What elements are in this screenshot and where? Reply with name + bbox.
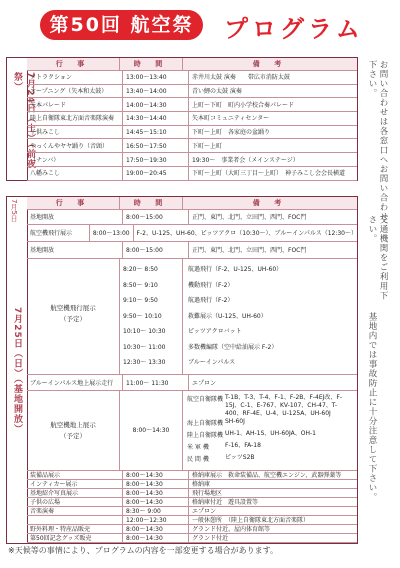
footer-note: ※天候等の事情により、プログラムの内容を一部変更する場合があります。	[8, 546, 278, 555]
row-time: 8:00〜14:30	[123, 479, 189, 488]
row-note: 下町〜上町 各家庭の盆踊り	[192, 129, 271, 137]
flight-item: ピッツアクロバット	[188, 328, 242, 335]
table-row	[27, 111, 357, 126]
day2-top-label: 7月5日	[10, 199, 18, 222]
flight-demo-subtitle: （予定）	[60, 315, 86, 323]
flight-demo-times	[120, 258, 183, 374]
day2-section	[6, 196, 358, 544]
row-note: 下町〜上町（大町三丁目〜上町） 神子みこし会会長横道	[192, 170, 346, 178]
row-time: 19:00〜20:45	[123, 166, 189, 180]
table-row	[27, 70, 357, 85]
ground-category: 海上自衛隊機	[187, 420, 224, 427]
day2-label: 7月25日（日）（基地開放）	[12, 307, 22, 435]
ground-display-subtitle: （予定）	[60, 432, 86, 440]
row-time: 8:00〜14:30	[123, 470, 189, 479]
row-note: グランド付近	[192, 535, 229, 542]
day1-label-column	[7, 58, 35, 180]
flight-demo-title: 航空機飛行展示	[50, 304, 96, 312]
flight-demo-block	[27, 258, 357, 375]
table-row	[27, 152, 357, 167]
flight-item: ブルーインパルス	[188, 359, 236, 366]
row-time: 8:00〜14:30	[123, 497, 189, 506]
day2-label-column	[7, 197, 28, 543]
row-event: 子供の広場	[27, 497, 123, 506]
flight-item: 機動飛行（F-2）	[188, 281, 234, 289]
table-row	[27, 125, 357, 140]
row-event: 航空機飛行展示	[27, 224, 90, 241]
row-note: 19:30〜 事業者会（メインステージ）	[192, 156, 299, 164]
flight-time: 9:50〜 10:10	[123, 312, 162, 320]
ground-display-block	[27, 390, 357, 471]
flight-time: 10:10〜 10:30	[123, 328, 166, 335]
flight-demo-notes	[185, 258, 357, 374]
row-event: オープニング（矢本和太鼓）	[27, 84, 123, 98]
row-time: 14:00〜14:30	[123, 97, 189, 111]
row-time: 14:45〜15:10	[123, 125, 189, 139]
page-header	[0, 0, 400, 48]
row-note: 正門、東門、北門、立田門、西門、FOC門	[192, 247, 307, 254]
ground-display-time: 8:00〜14:30	[132, 427, 170, 434]
row-time: 8:00〜14:30	[123, 488, 189, 497]
row-time: 8:00〜13:00	[90, 224, 134, 241]
col-time: 時 間	[120, 58, 183, 70]
row-time: 14:30〜14:40	[123, 111, 189, 125]
table-row	[27, 166, 357, 181]
side-note-a: お問い合わせは各窓口へお問い合わせ下さい。	[367, 60, 388, 222]
flight-time: 8:50〜 9:10	[123, 281, 158, 289]
row-note: 格納庫付近 遊具設置等	[192, 499, 259, 506]
side-note-b: 交通機関をご利用下さい。	[367, 215, 388, 301]
flight-time: 10:30〜 11:00	[123, 343, 166, 351]
ground-category: 航空自衛隊機	[187, 396, 224, 403]
flight-item: 航過飛行（F-2）	[188, 297, 234, 304]
ground-aircraft-list: ピッツS2B	[225, 454, 255, 461]
ground-aircraft-list: SH-60J	[225, 418, 245, 425]
flight-item: 航過飛行（F-2、U-125、UH-60）	[188, 266, 283, 273]
flight-item: 多数機編隊（空中給油展示 F-2）	[188, 343, 278, 351]
blue-impulse-ground-row	[27, 374, 357, 391]
flight-item: 救難展示（U-125、UH-60）	[188, 312, 267, 320]
row-time: 8:00〜15:00	[123, 241, 189, 258]
row-event: 陸上自衛隊東北方面音楽隊演奏	[27, 111, 123, 125]
day1-section	[6, 57, 358, 181]
col-time: 時 間	[120, 197, 183, 209]
table-row	[27, 97, 357, 112]
row-note: 正門、東門、北門、立田門、西門、FOC門	[192, 214, 307, 221]
blue-time: 11:00〜 11:30	[123, 374, 189, 390]
row-event: （ナンバ）	[27, 152, 123, 166]
row-time: 17:50〜19:30	[123, 152, 189, 166]
row-note: 一般休憩所 （陸上自衛隊東北方面音楽隊）	[192, 517, 310, 524]
col-event: 行 事	[27, 58, 120, 70]
blue-event: ブルーインパルス地上展示走行	[27, 374, 123, 390]
ground-display-event-cell	[27, 390, 120, 470]
row-time: 13:00〜13:40	[123, 70, 189, 84]
page-title: プログラム	[224, 15, 364, 43]
ground-display-title: 航空機地上展示	[50, 421, 96, 429]
row-note: グランド付近、屋内体育館等	[192, 526, 271, 533]
flight-demo-event-cell	[27, 258, 120, 374]
row-time: 8:30〜 9:00	[123, 506, 189, 515]
ground-display-items	[185, 390, 357, 470]
row-time: 13:40〜14:00	[123, 84, 189, 98]
ground-aircraft-list: F-16、FA-18	[225, 442, 261, 449]
row-time: 12:00〜12:30	[123, 515, 189, 524]
table-row	[27, 139, 357, 154]
table-row	[27, 224, 357, 242]
table-row	[27, 209, 357, 225]
row-event: 基地紹介写真展示	[27, 488, 123, 497]
event-badge: 第50回 航空祭	[40, 10, 203, 40]
row-time: 16:50〜17:50	[123, 139, 189, 153]
row-event: アトラクション	[27, 70, 123, 84]
side-note-c: 基地内では事故防止に十分注意して下さい。	[367, 312, 377, 502]
flight-time: 12:30〜 13:30	[123, 359, 166, 366]
ground-display-time-cell	[120, 390, 183, 470]
blue-note: エプロン	[192, 379, 217, 387]
row-event: 音楽演奏	[27, 506, 123, 515]
ground-aircraft-list: T-1B、T-3、T-4、F-1、F-2B、F-4EJ改、F-15J、C-1、E-767、KV-107、CH-47、T-400、RF-4E、U-4、U-125A、UH-60J	[225, 394, 343, 417]
col-note: 備 考	[252, 60, 288, 68]
row-note: 飛行場地区	[192, 490, 223, 497]
row-note: 青い鯉の太鼓 演奏	[192, 88, 242, 96]
table-row	[27, 241, 357, 259]
ground-category: 民 間 機	[187, 456, 209, 463]
row-note: 下町〜上町	[192, 142, 223, 150]
row-event: 八幡みこし	[27, 166, 123, 180]
ground-category: 陸上自衛隊機	[187, 432, 224, 439]
row-event: 装備品展示	[27, 470, 123, 479]
row-event	[27, 515, 123, 524]
day1-label: 7月24日（土）（前夜祭）	[12, 72, 35, 170]
row-note: 上町〜下町 町内小学校合奏パレード	[192, 101, 295, 109]
ground-category: 米 軍 機	[187, 444, 209, 451]
row-note: 格納庫	[192, 481, 211, 488]
row-note: エプロン	[192, 508, 217, 515]
table-row	[27, 533, 357, 543]
flight-time: 8:20〜 8:50	[123, 266, 158, 273]
row-time: 8:00〜14:30	[123, 533, 189, 542]
row-time: 8:00〜14:30	[123, 524, 189, 533]
row-event: 第50回記念グッズ販売	[27, 533, 123, 542]
row-event: やっくんやヤヤ踊り（音頭）	[27, 139, 123, 153]
row-note: F-2、U-125、UH-60、ピッツアクロ（10:30〜）、ブルーインパルス（12:30〜）	[136, 230, 357, 237]
flight-time: 9:10〜 9:50	[123, 297, 158, 304]
row-event: 子供みこし	[27, 125, 123, 139]
row-event: 矢本パレード	[27, 97, 123, 111]
row-event: 基地開放	[27, 209, 123, 224]
row-note: 赤井川太鼓 演奏 帯広市消防太鼓	[192, 74, 290, 82]
col-note: 備 考	[252, 199, 288, 207]
row-note: 格納庫展示 救命装備品、航空機エンジン、武器弾薬等	[192, 472, 342, 479]
row-event: インティカー展示	[27, 479, 123, 488]
row-note: 矢本町コミュニティセンター	[192, 115, 270, 123]
col-event: 行 事	[27, 197, 120, 209]
row-time: 8:00〜15:00	[123, 209, 189, 224]
ground-aircraft-list: UH-1、AH-1S、UH-60JA、OH-1	[225, 430, 316, 437]
table-row	[27, 84, 357, 99]
row-event: 基地開放	[27, 241, 123, 258]
row-event: 野外料理・特産品販売	[27, 524, 123, 533]
